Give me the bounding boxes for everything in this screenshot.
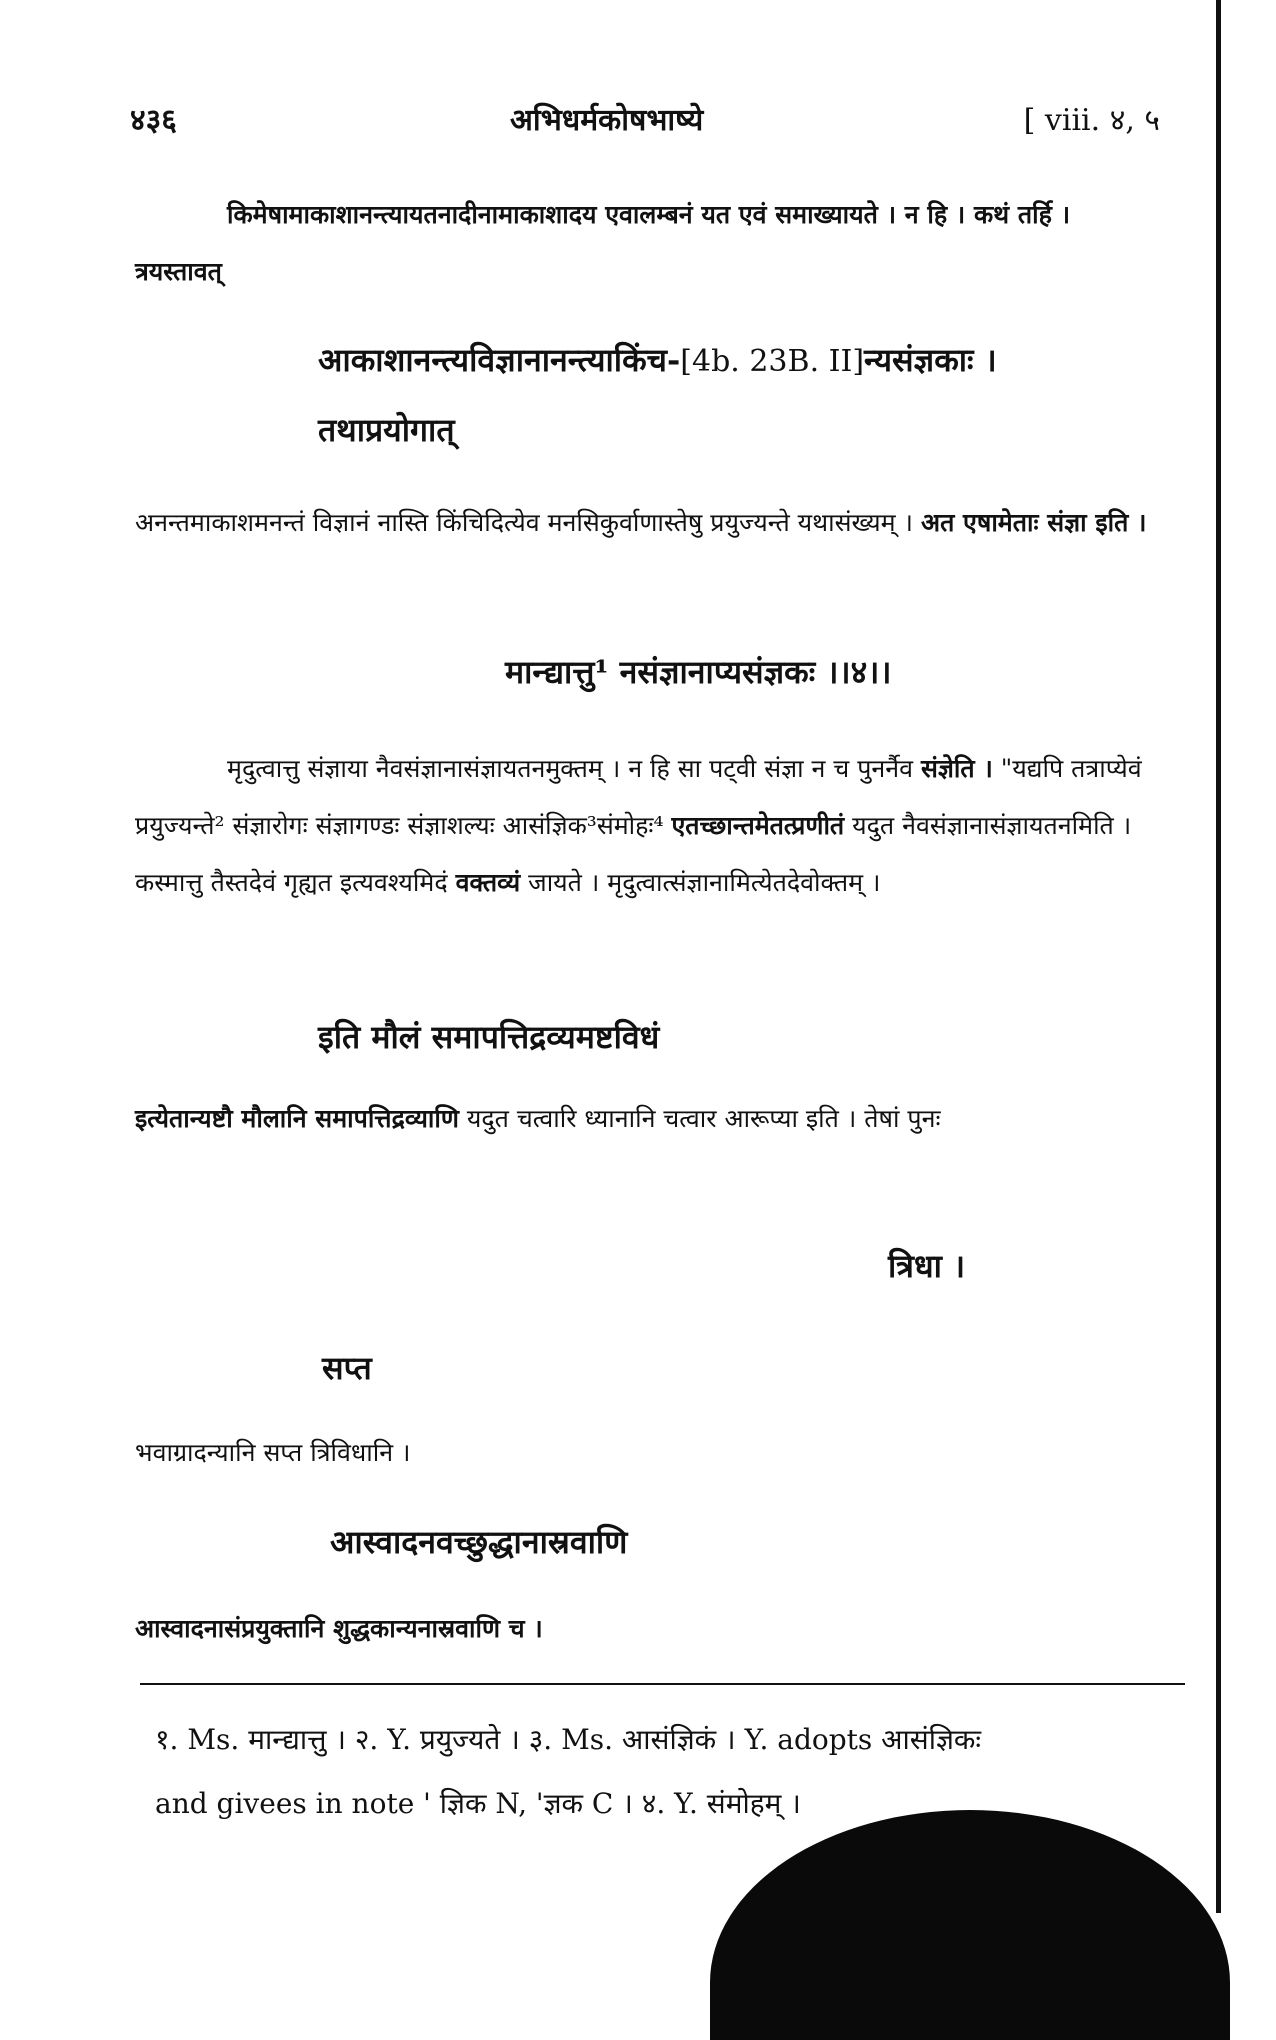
footnote-line-2: and givees in note ' ज्ञिक N, 'ज्ञक C । ४. Y. संमोहम् । bbox=[155, 1787, 801, 1820]
scan-shadow-blot bbox=[710, 1810, 1230, 2040]
paragraph-5: भवाग्रादन्यानि सप्त त्रिविधानि । bbox=[135, 1438, 411, 1467]
paragraph-3-bold-a: संज्ञेति । bbox=[921, 754, 993, 783]
book-title: अभिधर्मकोषभाष्ये bbox=[510, 103, 704, 138]
paragraph-3-bold-b: एतच्छान्तमेतत्प्रणीतं bbox=[671, 811, 845, 840]
verse-1-line-1 bbox=[318, 326, 997, 396]
page-edge-rule bbox=[1216, 0, 1221, 1913]
verse-1-line-2: तथाप्रयोगात् bbox=[318, 411, 455, 449]
paragraph-3 bbox=[135, 740, 1155, 911]
paragraph-4-text: यदुत चत्वारि ध्यानानि चत्वार आरूप्या इति । तेषां पुनः bbox=[466, 1104, 941, 1133]
paragraph-4 bbox=[135, 1090, 1155, 1147]
section-reference: [ viii. ४, ५ bbox=[1023, 103, 1160, 138]
verse-2: मान्द्यात्तु¹ नसंज्ञानाप्यसंज्ञकः ।।४।। bbox=[505, 653, 892, 691]
paragraph-6: आस्वादनासंप्रयुक्तानि शुद्धकान्यनास्रवाणि च । bbox=[135, 1614, 543, 1643]
page-number: ४३६ bbox=[130, 103, 177, 138]
footnote-separator bbox=[140, 1683, 1185, 1685]
paragraph-1: किमेषामाकाशानन्त्यायतनादीनामाकाशादय एवालम्बनं यत एवं समाख्यायते । न हि । कथं तर्हि । त्रयस्तावत् bbox=[135, 200, 1071, 286]
running-header bbox=[130, 98, 1160, 148]
paragraph-2 bbox=[135, 494, 1155, 551]
paragraph-3-text-c: यदुत नैवसंज्ञानासंज्ञायतनमिति । कस्मात्तु तैस्तदेवं गृह्यत इत्यवश्यमिदं bbox=[135, 811, 1132, 897]
paragraph-3-text-a: मृदुत्वात्तु संज्ञाया नैवसंज्ञानासंज्ञायतनमुक्तम् । न हि सा पट्वी संज्ञा न च पुनर्नैव bbox=[227, 754, 914, 783]
verse-1-text-a: आकाशानन्त्यविज्ञानानन्त्याकिंच- bbox=[318, 341, 681, 379]
verse-6: आस्वादनवच्छुद्धानास्रवाणि bbox=[330, 1523, 628, 1561]
paragraph-3-bold-c: वक्तव्यं bbox=[455, 868, 521, 897]
paragraph-2-bold: अत एषामेताः संज्ञा इति । bbox=[920, 508, 1147, 537]
paragraph-4-bold: इत्येतान्यष्टौ मौलानि समापत्तिद्रव्याणि bbox=[135, 1104, 459, 1133]
paragraph-3-text-b: "यद्यपि तत्राप्येवं प्रयुज्यन्ते² संज्ञारोगः संज्ञागण्डः संज्ञाशल्यः आसंज्ञिक³संमोहः⁴ bbox=[135, 754, 1142, 840]
verse-3: इति मौलं समापत्तिद्रव्यमष्टविधं bbox=[318, 1018, 660, 1056]
verse-1-text-b: न्यसंज्ञकाः । bbox=[864, 341, 997, 379]
paragraph-3-text-d: जायते । मृदुत्वात्संज्ञानामित्येतदेवोक्तम् । bbox=[528, 868, 881, 897]
paragraph-2-text: अनन्तमाकाशमनन्तं विज्ञानं नास्ति किंचिदित्येव मनसिकुर्वाणास्तेषु प्रयुज्यन्ते यथासंख्यम् । bbox=[135, 508, 914, 537]
verse-5: सप्त bbox=[322, 1349, 372, 1387]
footnote-line-1: १. Ms. मान्द्यात्तु । २. Y. प्रयुज्यते । ३. Ms. आसंज्ञिकं । Y. adopts आसंज्ञिकः bbox=[155, 1723, 982, 1756]
verse-4: त्रिधा । bbox=[888, 1247, 966, 1285]
verse-1 bbox=[318, 326, 997, 464]
manuscript-folio-ref: [4b. 23B. II] bbox=[680, 344, 865, 379]
